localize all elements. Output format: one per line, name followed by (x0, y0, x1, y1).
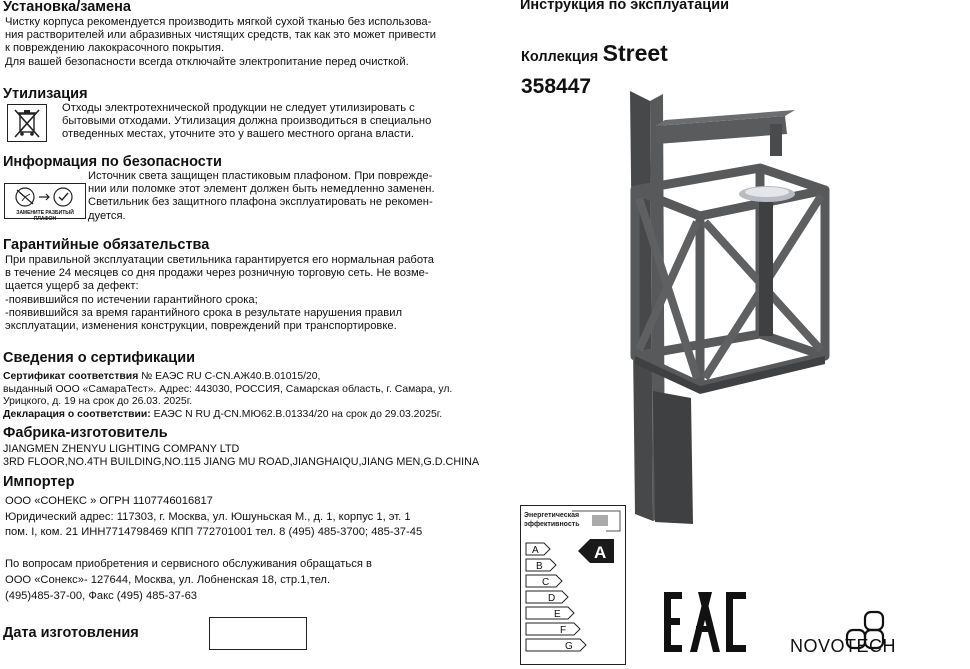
cert-line: Урицкого, д. 19 на срок до 26.03. 2025г. (3, 396, 193, 408)
factory-title: Фабрика-изготовитель (3, 425, 168, 441)
energy-label (520, 505, 626, 665)
install-title: Установка/замена (3, 0, 131, 15)
manufacture-date-label: Дата изготовления (3, 625, 139, 641)
safety-line: Источник света защищен пластиковым плафоном. При поврежде- (88, 170, 433, 182)
install-line: Для вашей безопасности всегда отключайте электропитание перед очисткой. (5, 55, 409, 68)
collection-heading (521, 40, 668, 67)
energy-class-d: D (548, 593, 556, 604)
warranty-line: щается ущерб за дефект: (5, 280, 139, 293)
warranty-line: При правильной эксплуатации светильника гарантируется его нормальная работа (5, 254, 435, 266)
factory-line: 3RD FLOOR,NO.4TH BUILDING,NO.115 JIANG MU ROAD,JIANGHAIQU,JIANG MEN,G.D.CHINA (3, 455, 480, 468)
cert-label: Сертификат соответствия (3, 371, 139, 382)
safety-text (88, 170, 493, 223)
contact-line: По вопросам приобретения и сервисного обслуживания обращаться в (5, 558, 372, 570)
certification-title: Сведения о сертификации (3, 350, 196, 366)
warranty-line: эксплуатации, изменения конструкции, повреждений при транспортировке. (5, 320, 397, 333)
certification-text (3, 371, 495, 421)
disposal-line: бытовыми отходами. Утилизация должна производиться в специально (62, 115, 432, 128)
lamp-illustration (595, 86, 925, 526)
cert-line: выданный ООО «СамараТест». Адрес: 443030, РОССИЯ, Самарская область, г. Самара, ул. (3, 383, 453, 395)
contact-line: (495)485-37-00, Факс (495) 485-37-63 (5, 589, 198, 602)
manufacture-date-box (209, 617, 307, 650)
importer-line: пом. I, ком. 21 ИНН7714798469 КПП 772701001 тел. 8 (495) 485-3700; 485-37-45 (5, 526, 423, 538)
collection-label: Коллекция (521, 49, 599, 65)
install-text (5, 16, 495, 69)
install-line: Чистку корпуса рекомендуется производить мягкой сухой тканью без использова- (5, 16, 432, 28)
energy-rating: A (594, 543, 607, 562)
importer-text (5, 494, 495, 541)
decl-label: Декларация о соответствии: (3, 408, 151, 420)
energy-class-a: A (532, 545, 539, 556)
factory-line: JIANGMEN ZHENYU LIGHTING COMPANY LTD (3, 443, 240, 455)
energy-label-line2: эффективность (524, 521, 580, 528)
novotech-logo (790, 610, 970, 660)
energy-class-e: E (554, 609, 561, 620)
install-line: к повреждению лакокрасочного покрытия. (5, 42, 225, 55)
energy-class-c: C (542, 577, 550, 588)
contact-line: ООО «Сонекс»- 127644, Москва, ул. Лобненская 18, стр.1,тел. (5, 573, 331, 586)
warranty-text (5, 254, 495, 333)
energy-class-f: F (560, 625, 567, 636)
contact-text (5, 557, 495, 604)
energy-class-b: B (536, 561, 543, 572)
article-number: 358447 (521, 75, 592, 98)
crossed-bin-icon (7, 104, 47, 142)
collection-name: Street (602, 40, 668, 66)
eac-mark (660, 590, 752, 654)
replace-shade-caption: ЗАМЕНИТЕ РАЗБИТЫЙ ПЛАФОН (16, 210, 74, 222)
manual-title: Инструкция по эксплуатации (520, 0, 730, 13)
cert-number: № ЕАЭС RU С-CN.АЖ40.В.01015/20, (138, 371, 321, 382)
decl-number: ЕАЭС N RU Д-CN.МЮ62.В.01334/20 на срок до 29.03.2025г. (150, 408, 443, 420)
energy-label-line1: Энергетическая (524, 512, 580, 519)
importer-title: Импортер (3, 474, 75, 490)
install-line: ния растворителей или абразивных чистящих средств, так как это может привести (5, 29, 437, 42)
disposal-title: Утилизация (3, 86, 88, 102)
warranty-line: в течение 24 месяцев со дня продажи через розничную торговую сеть. Не возме- (5, 267, 429, 280)
factory-text (3, 443, 495, 468)
safety-line: нии или поломке этот элемент должен быть немедленно заменен. (88, 183, 435, 196)
safety-line: Светильник без защитного плафона эксплуатировать не рекомен- (88, 196, 433, 209)
warranty-line: -появившийся по истечении гарантийного срока; (5, 293, 258, 306)
disposal-line: Отходы электротехнической продукции не следует утилизировать с (62, 102, 415, 114)
warranty-line: -появившийся за время гарантийного срока в результате нарушения правил (5, 306, 403, 319)
disposal-line: отведенных местах, уточните это у вашего местного органа власти. (62, 128, 415, 141)
safety-title: Информация по безопасности (3, 154, 222, 170)
importer-line: ООО «СОНЕКС » ОГРН 1107746016817 (5, 495, 213, 507)
brand-name: NOVOTECH (790, 636, 897, 656)
warranty-title: Гарантийные обязательства (3, 237, 210, 253)
safety-line: дуется. (88, 209, 126, 222)
replace-shade-icon (4, 183, 86, 222)
importer-line: Юридический адрес: 117303, г. Москва, ул. Юшуньская М., д. 1, корпус 1, эт. 1 (5, 510, 411, 523)
energy-class-g: G (565, 641, 573, 652)
disposal-text (62, 102, 492, 142)
